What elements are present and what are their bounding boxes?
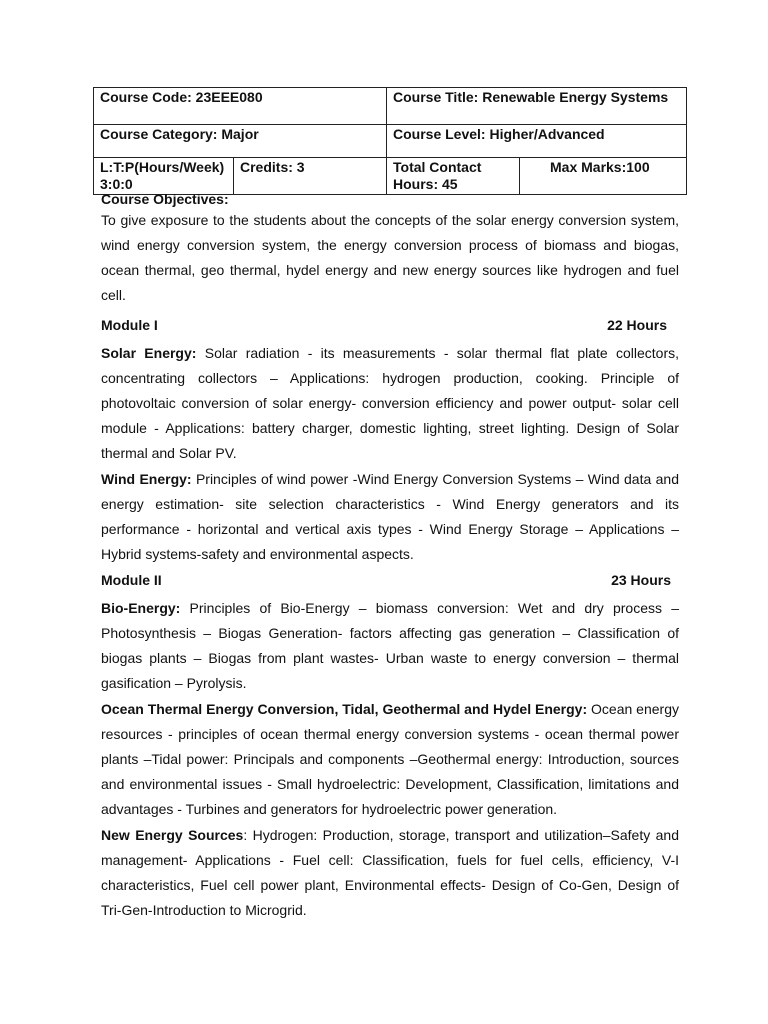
section-text: Solar radiation - its measurements - solar thermal flat plate collectors, concentrating collectors – Applications: hydrogen production, cooking. Principle of photovoltaic conversion of solar energy- conversion efficiency and power output- solar cell module - Applications: battery charger, domestic lighting, street lighting. Design of Solar thermal and Solar PV. [101,345,680,461]
module-1-heading [101,313,679,338]
course-info-row [94,125,687,158]
section-topic: Bio-Energy: [101,600,181,616]
ltp-value: 3:0:0 [100,176,133,192]
course-title-cell: Course Title: Renewable Energy Systems [387,88,687,125]
section-wind-energy [101,467,679,567]
section-text: Principles of Bio-Energy – biomass conversion: Wet and dry process – Photosynthesis – Biogas Generation- factors affecting gas generation – Classification of biogas plants – Biogas from plant wastes- Urban waste to energy conversion – thermal gasification – Pyrolysis. [101,600,679,691]
course-info-row [94,158,687,195]
section-bio-energy [101,596,679,696]
module-1-hours: 22 Hours [607,317,667,333]
section-ocean-thermal [101,697,679,822]
section-text: Ocean energy resources - principles of ocean thermal energy conversion systems - ocean thermal power plants –Tidal power: Principals and components –Geothermal energy: Introduction, sources and environmental issues - Small hydroelectric: Development, Classification, limitations and advantages - Turbines and generators for hydroelectric power generation. [101,701,679,817]
course-code-cell: Course Code: 23EEE080 [94,88,387,125]
section-topic: New Energy Sources [101,827,244,843]
credits-cell: Credits: 3 [234,158,387,195]
section-text: Principles of wind power -Wind Energy Conversion Systems – Wind data and energy estimation- site selection characteristics - Wind Energy generators and its performance - horizontal and vertical axis types - Wind Energy Storage – Applications – Hybrid systems-safety and environmental aspects. [101,471,679,562]
module-2-hours: 23 Hours [611,572,671,588]
section-text: : Hydrogen: Production, storage, transport and utilization–Safety and management- Applications - Fuel cell: Classification, fuels for fuel cells, efficiency, V-I characteristics, Fuel cell power plant, Environmental effects- Design of Co-Gen, Design of Tri-Gen-Introduction to Microgrid. [101,827,679,918]
section-new-energy-sources [101,823,679,923]
course-info-table [93,87,687,195]
section-topic: Ocean Thermal Energy Conversion, Tidal, Geothermal and Hydel Energy: [101,701,588,717]
course-category-cell: Course Category: Major [94,125,387,158]
objectives-heading: Course Objectives: [101,191,229,207]
syllabus-content [101,191,679,924]
contact-value: Hours: 45 [393,176,458,192]
course-level-cell: Course Level: Higher/Advanced [387,125,687,158]
contact-hours-cell [387,158,520,195]
section-solar-energy [101,341,679,466]
section-topic: Solar Energy: [101,345,197,361]
contact-label: Total Contact [393,159,482,175]
objectives-text: To give exposure to the students about the concepts of the solar energy conversion system, wind energy conversion system, the energy conversion process of biomass and biogas, ocean thermal, geo thermal, hydel energy and new energy sources like hydrogen and fuel cell. [101,212,679,303]
ltp-cell [94,158,234,195]
ltp-label: L:T:P(Hours/Week) [100,159,225,175]
module-2-title: Module II [101,572,162,588]
module-1-title: Module I [101,317,158,333]
max-marks-cell: Max Marks:100 [520,158,687,195]
module-2-heading [101,568,679,593]
section-topic: Wind Energy: [101,471,192,487]
course-info-row [94,88,687,125]
